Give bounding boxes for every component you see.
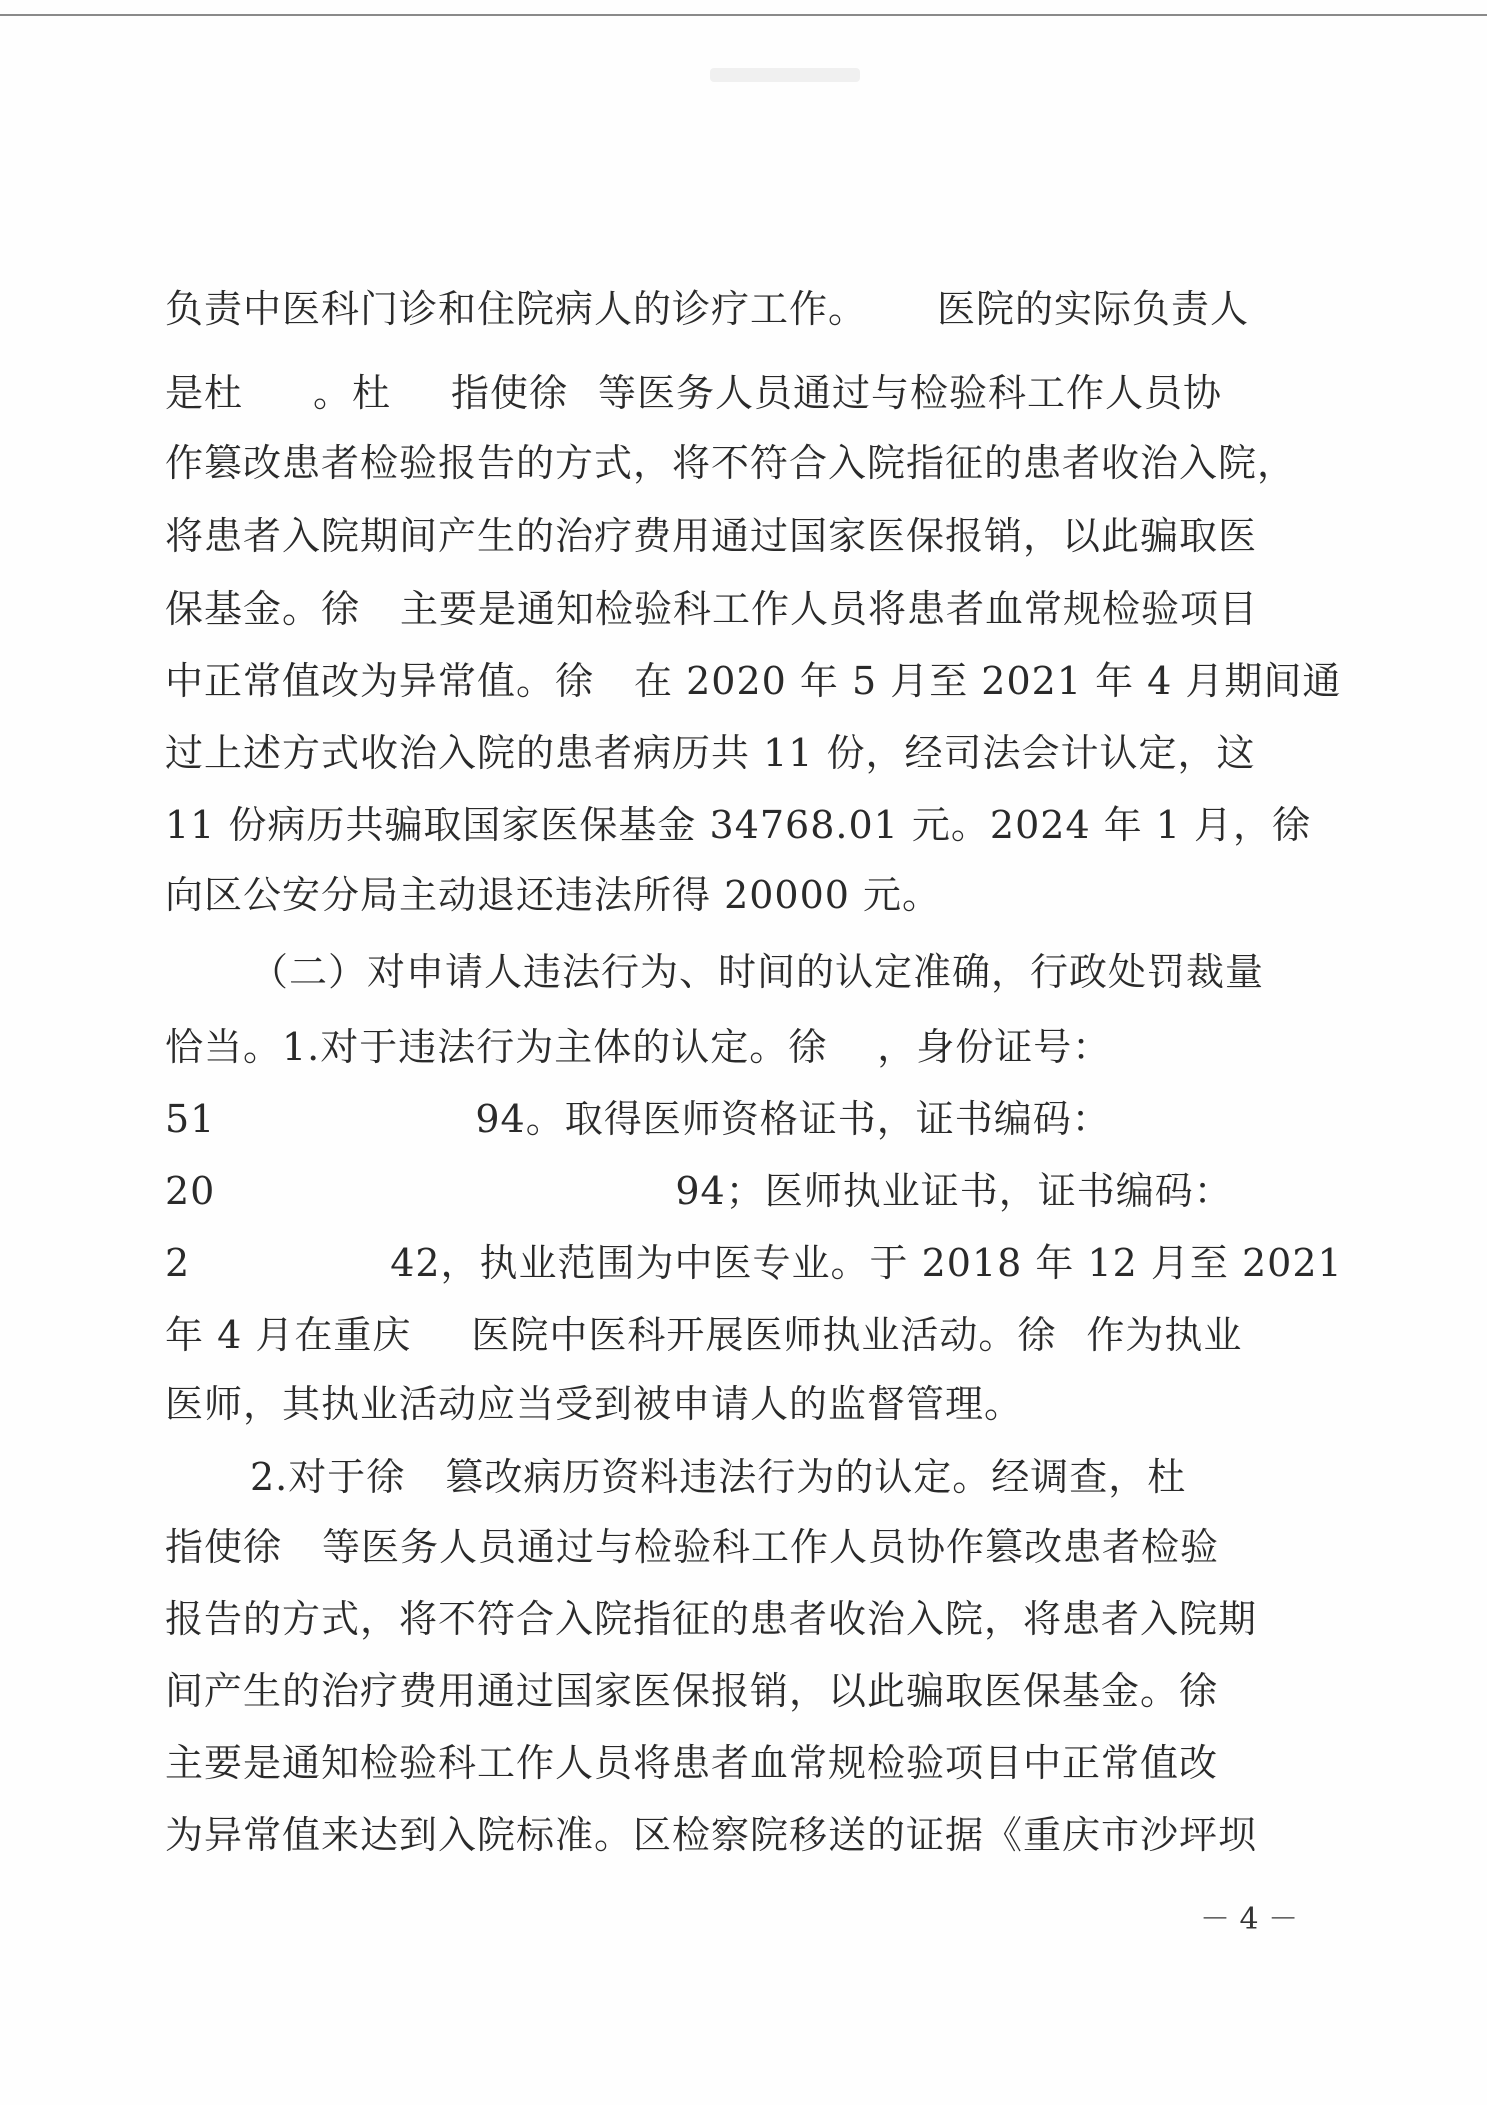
top-border-line bbox=[0, 14, 1487, 16]
text-segment: ，身份证号： bbox=[877, 1025, 1112, 1069]
text-line-4 bbox=[165, 510, 1295, 562]
text-segment: 过上述方式收治入院的患者病历共 11 份，经司法会计认定，这 bbox=[165, 731, 1256, 775]
text-segment: 是杜 bbox=[165, 371, 244, 415]
text-segment: 2 bbox=[165, 1241, 191, 1285]
text-segment: 主要是通知检验科工作人员将患者血常规检验项目 bbox=[400, 587, 1259, 631]
text-line-12 bbox=[165, 1093, 1295, 1145]
text-segment: 负责中医科门诊和住院病人的诊疗工作。 bbox=[165, 287, 868, 331]
text-segment: 医院中医科开展医师执业活动。徐 bbox=[471, 1313, 1057, 1357]
text-line-1 bbox=[165, 283, 1295, 335]
text-segment: 作篡改患者检验报告的方式，将不符合入院指征的患者收治入院， bbox=[165, 441, 1297, 485]
text-line-20 bbox=[165, 1665, 1295, 1717]
text-line-5 bbox=[165, 583, 1295, 635]
text-line-22 bbox=[165, 1809, 1295, 1861]
text-segment: 2.对于徐 bbox=[250, 1455, 406, 1499]
text-line-13 bbox=[165, 1165, 1295, 1217]
text-segment: 医师，其执业活动应当受到被申请人的监督管理。 bbox=[165, 1382, 1024, 1426]
text-segment: 94。取得医师资格证书，证书编码： bbox=[475, 1097, 1111, 1141]
text-segment: 51 bbox=[165, 1097, 216, 1141]
text-segment: 将患者入院期间产生的治疗费用通过国家医保报销，以此骗取医 bbox=[165, 514, 1258, 558]
text-segment: 指使徐 bbox=[165, 1525, 283, 1569]
text-segment: 保基金。徐 bbox=[165, 587, 361, 631]
text-line-8 bbox=[165, 799, 1312, 851]
text-segment: 报告的方式，将不符合入院指征的患者收治入院，将患者入院期 bbox=[165, 1597, 1258, 1641]
text-segment: 94；医师执业证书，证书编码： bbox=[675, 1169, 1233, 1213]
text-line-18 bbox=[165, 1521, 1295, 1573]
text-segment: 为异常值来达到入院标准。区检察院移送的证据《重庆市沙坪坝 bbox=[165, 1813, 1258, 1857]
text-segment: 42，执业范围为中医专业。于 2018 年 12 月至 2021 bbox=[390, 1241, 1343, 1285]
faint-header-mark bbox=[710, 68, 860, 82]
text-line-6 bbox=[165, 655, 1342, 707]
text-segment: 作为执业 bbox=[1086, 1313, 1243, 1357]
text-line-21 bbox=[165, 1737, 1295, 1789]
text-segment: 在 2020 年 5 月至 2021 年 4 月期间通 bbox=[634, 659, 1342, 703]
text-line-2 bbox=[165, 367, 1295, 419]
text-segment: 主要是通知检验科工作人员将患者血常规检验项目中正常值改 bbox=[165, 1741, 1219, 1785]
text-line-7 bbox=[165, 727, 1295, 779]
text-segment: 等医务人员通过与检验科工作人员协作篡改患者检验 bbox=[322, 1525, 1220, 1569]
text-line-15 bbox=[165, 1309, 1295, 1361]
text-segment: 年 4 月在重庆 bbox=[165, 1313, 412, 1357]
text-line-14 bbox=[165, 1237, 1343, 1289]
text-segment: 中正常值改为异常值。徐 bbox=[165, 659, 595, 703]
text-segment: 指使徐 bbox=[451, 371, 569, 415]
text-line-9 bbox=[165, 869, 1295, 921]
text-segment: 间产生的治疗费用通过国家医保报销，以此骗取医保基金。徐 bbox=[165, 1669, 1219, 1713]
text-segment: （二）对申请人违法行为、时间的认定准确，行政处罚裁量 bbox=[250, 950, 1265, 994]
text-segment: 。杜 bbox=[313, 371, 392, 415]
text-segment: 医院的实际负责人 bbox=[937, 287, 1250, 331]
text-line-3 bbox=[165, 437, 1295, 489]
text-segment: 等医务人员通过与检验科工作人员协 bbox=[598, 371, 1223, 415]
text-segment: 向区公安分局主动退还违法所得 20000 元。 bbox=[165, 873, 942, 917]
text-line-16 bbox=[165, 1378, 1295, 1430]
text-segment: 篡改病历资料违法行为的认定。经调查，杜 bbox=[445, 1455, 1187, 1499]
text-line-10 bbox=[250, 946, 1295, 998]
text-line-19 bbox=[165, 1593, 1295, 1645]
text-segment: 20 bbox=[165, 1169, 216, 1213]
text-line-11 bbox=[165, 1021, 1295, 1073]
text-segment: 11 份病历共骗取国家医保基金 34768.01 元。2024 年 1 月，徐 bbox=[165, 803, 1312, 847]
text-segment: 恰当。1.对于违法行为主体的认定。徐 bbox=[165, 1025, 828, 1069]
text-line-17 bbox=[250, 1451, 1295, 1503]
page-number: － 4 － bbox=[1200, 1902, 1299, 1937]
